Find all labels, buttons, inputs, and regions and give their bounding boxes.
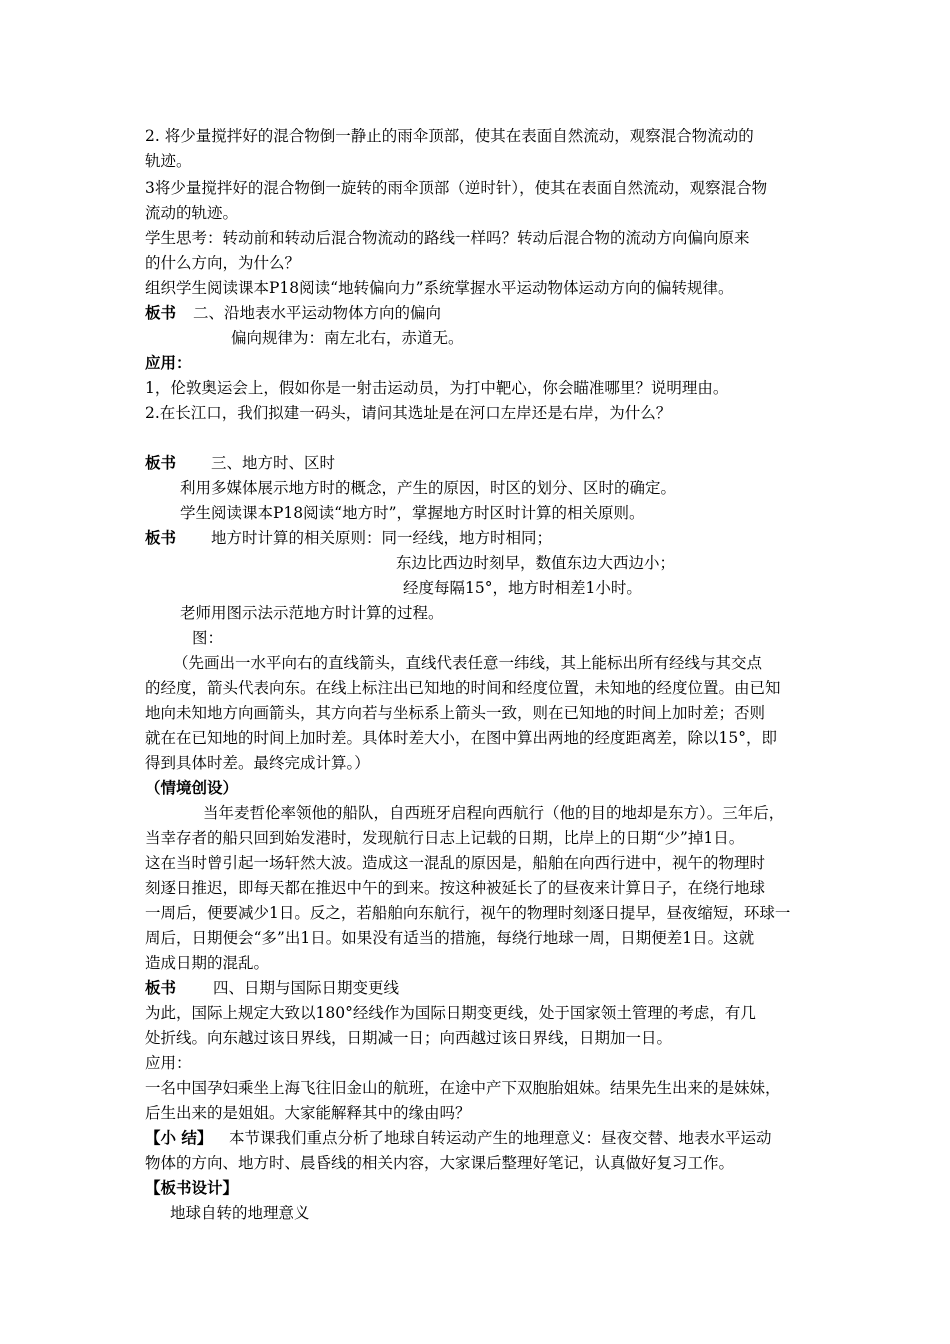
blackboard-heading-4: [145, 976, 399, 1000]
twins-question-1: 一名中国孕妇乘坐上海飞往旧金山的航班，在途中产下双胞胎姐妹。结果先生出来的是妹妹，: [145, 1079, 781, 1097]
summary-text: 本节课我们重点分析了地球自转运动产生的地理意义：昼夜交替、地表水平运动: [229, 1129, 772, 1147]
twins-question-2: 后生出来的是姐姐。大家能解释其中的缘由吗？: [145, 1104, 471, 1122]
method-para-4: 就在在已知地的时间上加时差。具体时差大小，在图中算出两地的经度距离差，除以15°，即: [145, 729, 777, 747]
para-step-3: 3将少量搅拌好的混合物倒一旋转的雨伞顶部（逆时针），使其在表面自然流动，观察混合物: [145, 179, 768, 197]
blackboard-design-heading: 【板书设计】: [145, 1178, 239, 1197]
magellan-6: 周后，日期便会“多”出1日。如果没有适当的措施，每绕行地球一周，日期便差1日。这就: [145, 929, 755, 947]
application-q2: 2.在长江口，我们拟建一码头，请问其选址是在河口左岸还是右岸，为什么？: [145, 404, 672, 422]
method-para-2: 的经度，箭头代表向东。在线上标注出已知地的时间和经度位置，未知地的经度位置。由已知: [145, 679, 781, 697]
multimedia-note: 利用多媒体展示地方时的概念，产生的原因，时区的划分、区时的确定。: [180, 479, 677, 497]
blackboard-heading-3: [145, 451, 335, 475]
blackboard-principles: [145, 526, 552, 550]
blackboard-label: 板书: [145, 303, 177, 322]
para-step-2: 2. 将少量搅拌好的混合物倒一静止的雨伞顶部，使其在表面自然流动，观察混合物流动的: [145, 127, 754, 145]
deflection-rule: 偏向规律为：南左北右，赤道无。: [231, 329, 464, 347]
blackboard-heading-2: [145, 301, 441, 325]
blackboard-label: 板书: [145, 453, 177, 472]
principle-1: 地方时计算的相关原则：同一经线，地方时相同；: [211, 529, 553, 547]
summary-label: 【小 结】: [145, 1128, 213, 1147]
magellan-1: 当年麦哲伦率领他的船队，自西班牙启程向西航行（他的目的地却是东方）。三年后，: [203, 804, 785, 822]
magellan-3: 这在当时曾引起一场轩然大波。造成这一混乱的原因是，船舶在向西行进中，视午的物理时: [145, 854, 766, 872]
application-heading: 应用：: [145, 353, 192, 372]
principle-3: 经度每隔15°，地方时相差1小时。: [403, 579, 642, 597]
application-heading-2: 应用：: [145, 1054, 192, 1072]
application-q1: 1，伦敦奥运会上，假如你是一射击运动员，为打中靶心，你会瞄准哪里？说明理由。: [145, 379, 729, 397]
para-step-2-cont: 轨迹。: [145, 152, 192, 170]
reading-instruction: 组织学生阅读课本P18阅读“地转偏向力”系统掌握水平运动物体运动方向的偏转规律。: [145, 279, 734, 297]
section-2-title: 二、沿地表水平运动物体方向的偏向: [193, 304, 442, 322]
student-thinking-cont: 的什么方向，为什么？: [145, 254, 301, 272]
student-thinking: 学生思考：转动前和转动后混合物流动的路线一样吗？转动后混合物的流动方向偏向原来: [145, 229, 750, 247]
magellan-4: 刻逐日推迟，即每天都在推迟中午的到来。按这种被延长了的昼夜来计算日子，在绕行地球: [145, 879, 766, 897]
blackboard-design-title: 地球自转的地理意义: [170, 1204, 310, 1222]
summary: [145, 1126, 772, 1150]
method-para-3: 地向未知地方向画箭头，其方向若与坐标系上箭头一致，则在已知地的时间上加时差；否则: [145, 704, 766, 722]
para-step-3-cont: 流动的轨迹。: [145, 204, 239, 222]
blackboard-label: 板书: [145, 528, 177, 547]
summary-cont: 物体的方向、地方时、晨昏线的相关内容，大家课后整理好笔记，认真做好复习工作。: [145, 1154, 735, 1172]
magellan-7: 造成日期的混乱。: [145, 954, 270, 972]
local-time-reading: 学生阅读课本P18阅读“地方时”，掌握地方时区时计算的相关原则。: [180, 504, 645, 522]
principle-2: 东边比西边时刻早，数值东边大西边小；: [396, 554, 676, 572]
dateline-para-2: 处折线。向东越过该日界线，日期减一日；向西越过该日界线，日期加一日。: [145, 1029, 673, 1047]
magellan-5: 一周后，便要减少1日。反之，若船舶向东航行，视午的物理时刻逐日提早，昼夜缩短，环球一: [145, 904, 791, 922]
blackboard-label: 板书: [145, 978, 177, 997]
section-4-title: 四、日期与国际日期变更线: [213, 979, 400, 997]
teacher-demo: 老师用图示法示范地方时计算的过程。: [180, 604, 444, 622]
magellan-2: 当幸存者的船只回到始发港时，发现航行日志上记载的日期，比岸上的日期“少”掉1日。: [145, 829, 745, 847]
section-3-title: 三、地方时、区时: [211, 454, 336, 472]
figure-label: 图：: [192, 629, 224, 647]
method-para-1: （先画出一水平向右的直线箭头，直线代表任意一纬线，其上能标出所有经线与其交点: [173, 654, 763, 672]
method-para-5: 得到具体时差。最终完成计算。）: [145, 754, 370, 772]
dateline-para-1: 为此，国际上规定大致以180°经线作为国际日期变更线，处于国家领土管理的考虑，有几: [145, 1004, 756, 1022]
scenario-heading: （情境创设）: [145, 778, 239, 797]
